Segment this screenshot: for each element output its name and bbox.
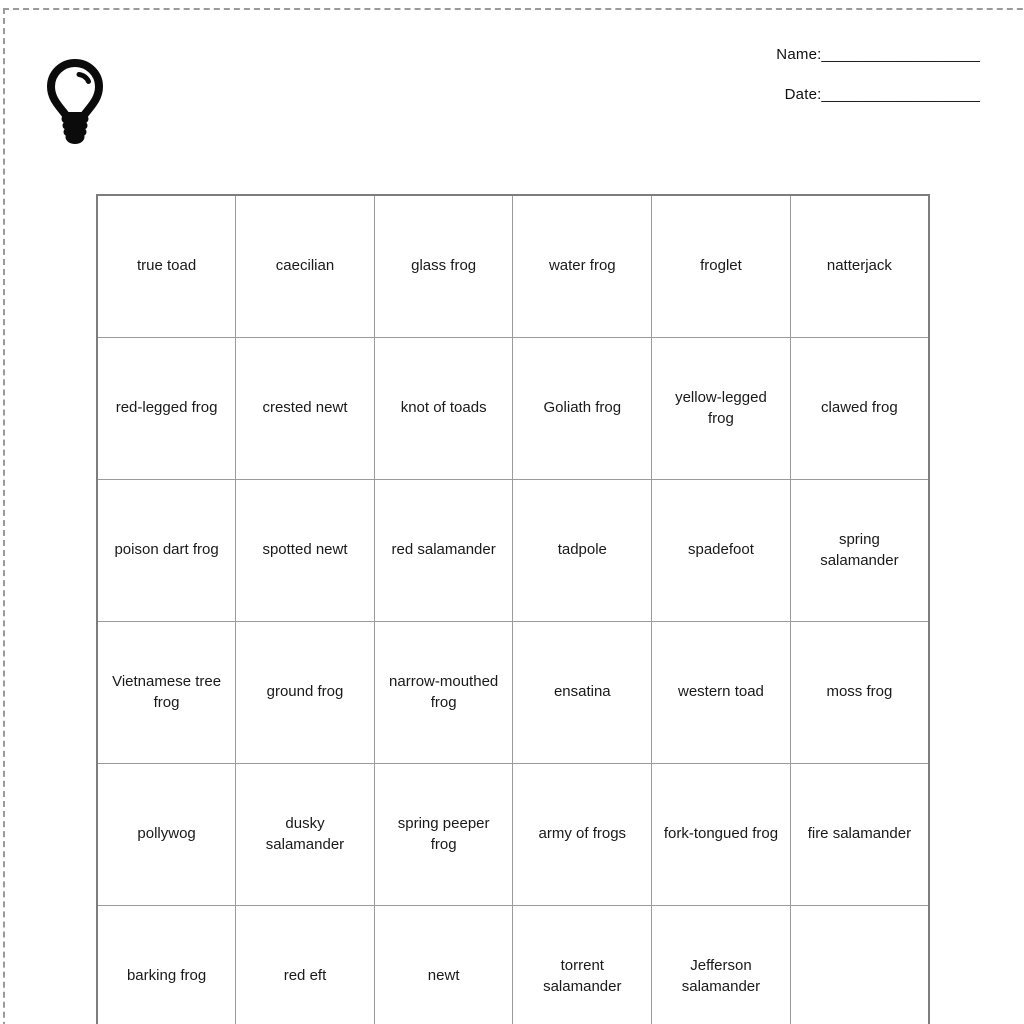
table-row (97, 195, 929, 338)
grid-cell: tadpole (513, 480, 652, 622)
grid-cell: red-legged frog (97, 338, 236, 480)
name-label: Name: (776, 46, 822, 63)
grid-cell: poison dart frog (97, 480, 236, 622)
name-blank-line: ___________________ (821, 46, 980, 63)
grid-cell (790, 906, 929, 1024)
date-field (776, 86, 980, 103)
grid-cell: fire salamander (790, 764, 929, 906)
word-grid-body (97, 195, 929, 1024)
grid-cell: ground frog (236, 622, 375, 764)
header-fields (776, 46, 980, 126)
grid-cell: fork-tongued frog (652, 764, 791, 906)
grid-cell: Vietnamese tree frog (97, 622, 236, 764)
grid-cell: newt (374, 906, 513, 1024)
grid-cell: moss frog (790, 622, 929, 764)
name-field (776, 46, 980, 63)
grid-cell: spring salamander (790, 480, 929, 622)
grid-cell: dusky salamander (236, 764, 375, 906)
grid-cell: spring peeper frog (374, 764, 513, 906)
grid-cell: clawed frog (790, 338, 929, 480)
grid-cell: barking frog (97, 906, 236, 1024)
grid-cell: froglet (652, 195, 791, 338)
grid-cell: Jefferson salamander (652, 906, 791, 1024)
grid-cell: spotted newt (236, 480, 375, 622)
grid-cell: true toad (97, 195, 236, 338)
date-label: Date: (784, 86, 822, 103)
grid-cell: water frog (513, 195, 652, 338)
grid-cell: pollywog (97, 764, 236, 906)
grid-cell: yellow-legged frog (652, 338, 791, 480)
grid-cell: natterjack (790, 195, 929, 338)
grid-cell: red salamander (374, 480, 513, 622)
grid-cell: spadefoot (652, 480, 791, 622)
word-grid (96, 194, 930, 1024)
grid-cell: army of frogs (513, 764, 652, 906)
table-row (97, 338, 929, 480)
grid-cell: knot of toads (374, 338, 513, 480)
grid-cell: western toad (652, 622, 791, 764)
grid-cell: caecilian (236, 195, 375, 338)
date-blank-line: ___________________ (821, 86, 980, 103)
grid-cell: crested newt (236, 338, 375, 480)
grid-cell: glass frog (374, 195, 513, 338)
table-row (97, 622, 929, 764)
grid-cell: torrent salamander (513, 906, 652, 1024)
grid-cell: Goliath frog (513, 338, 652, 480)
table-row (97, 764, 929, 906)
table-row (97, 906, 929, 1024)
grid-cell: red eft (236, 906, 375, 1024)
grid-cell: narrow-mouthed frog (374, 622, 513, 764)
lightbulb-icon (44, 57, 106, 149)
table-row (97, 480, 929, 622)
grid-cell: ensatina (513, 622, 652, 764)
